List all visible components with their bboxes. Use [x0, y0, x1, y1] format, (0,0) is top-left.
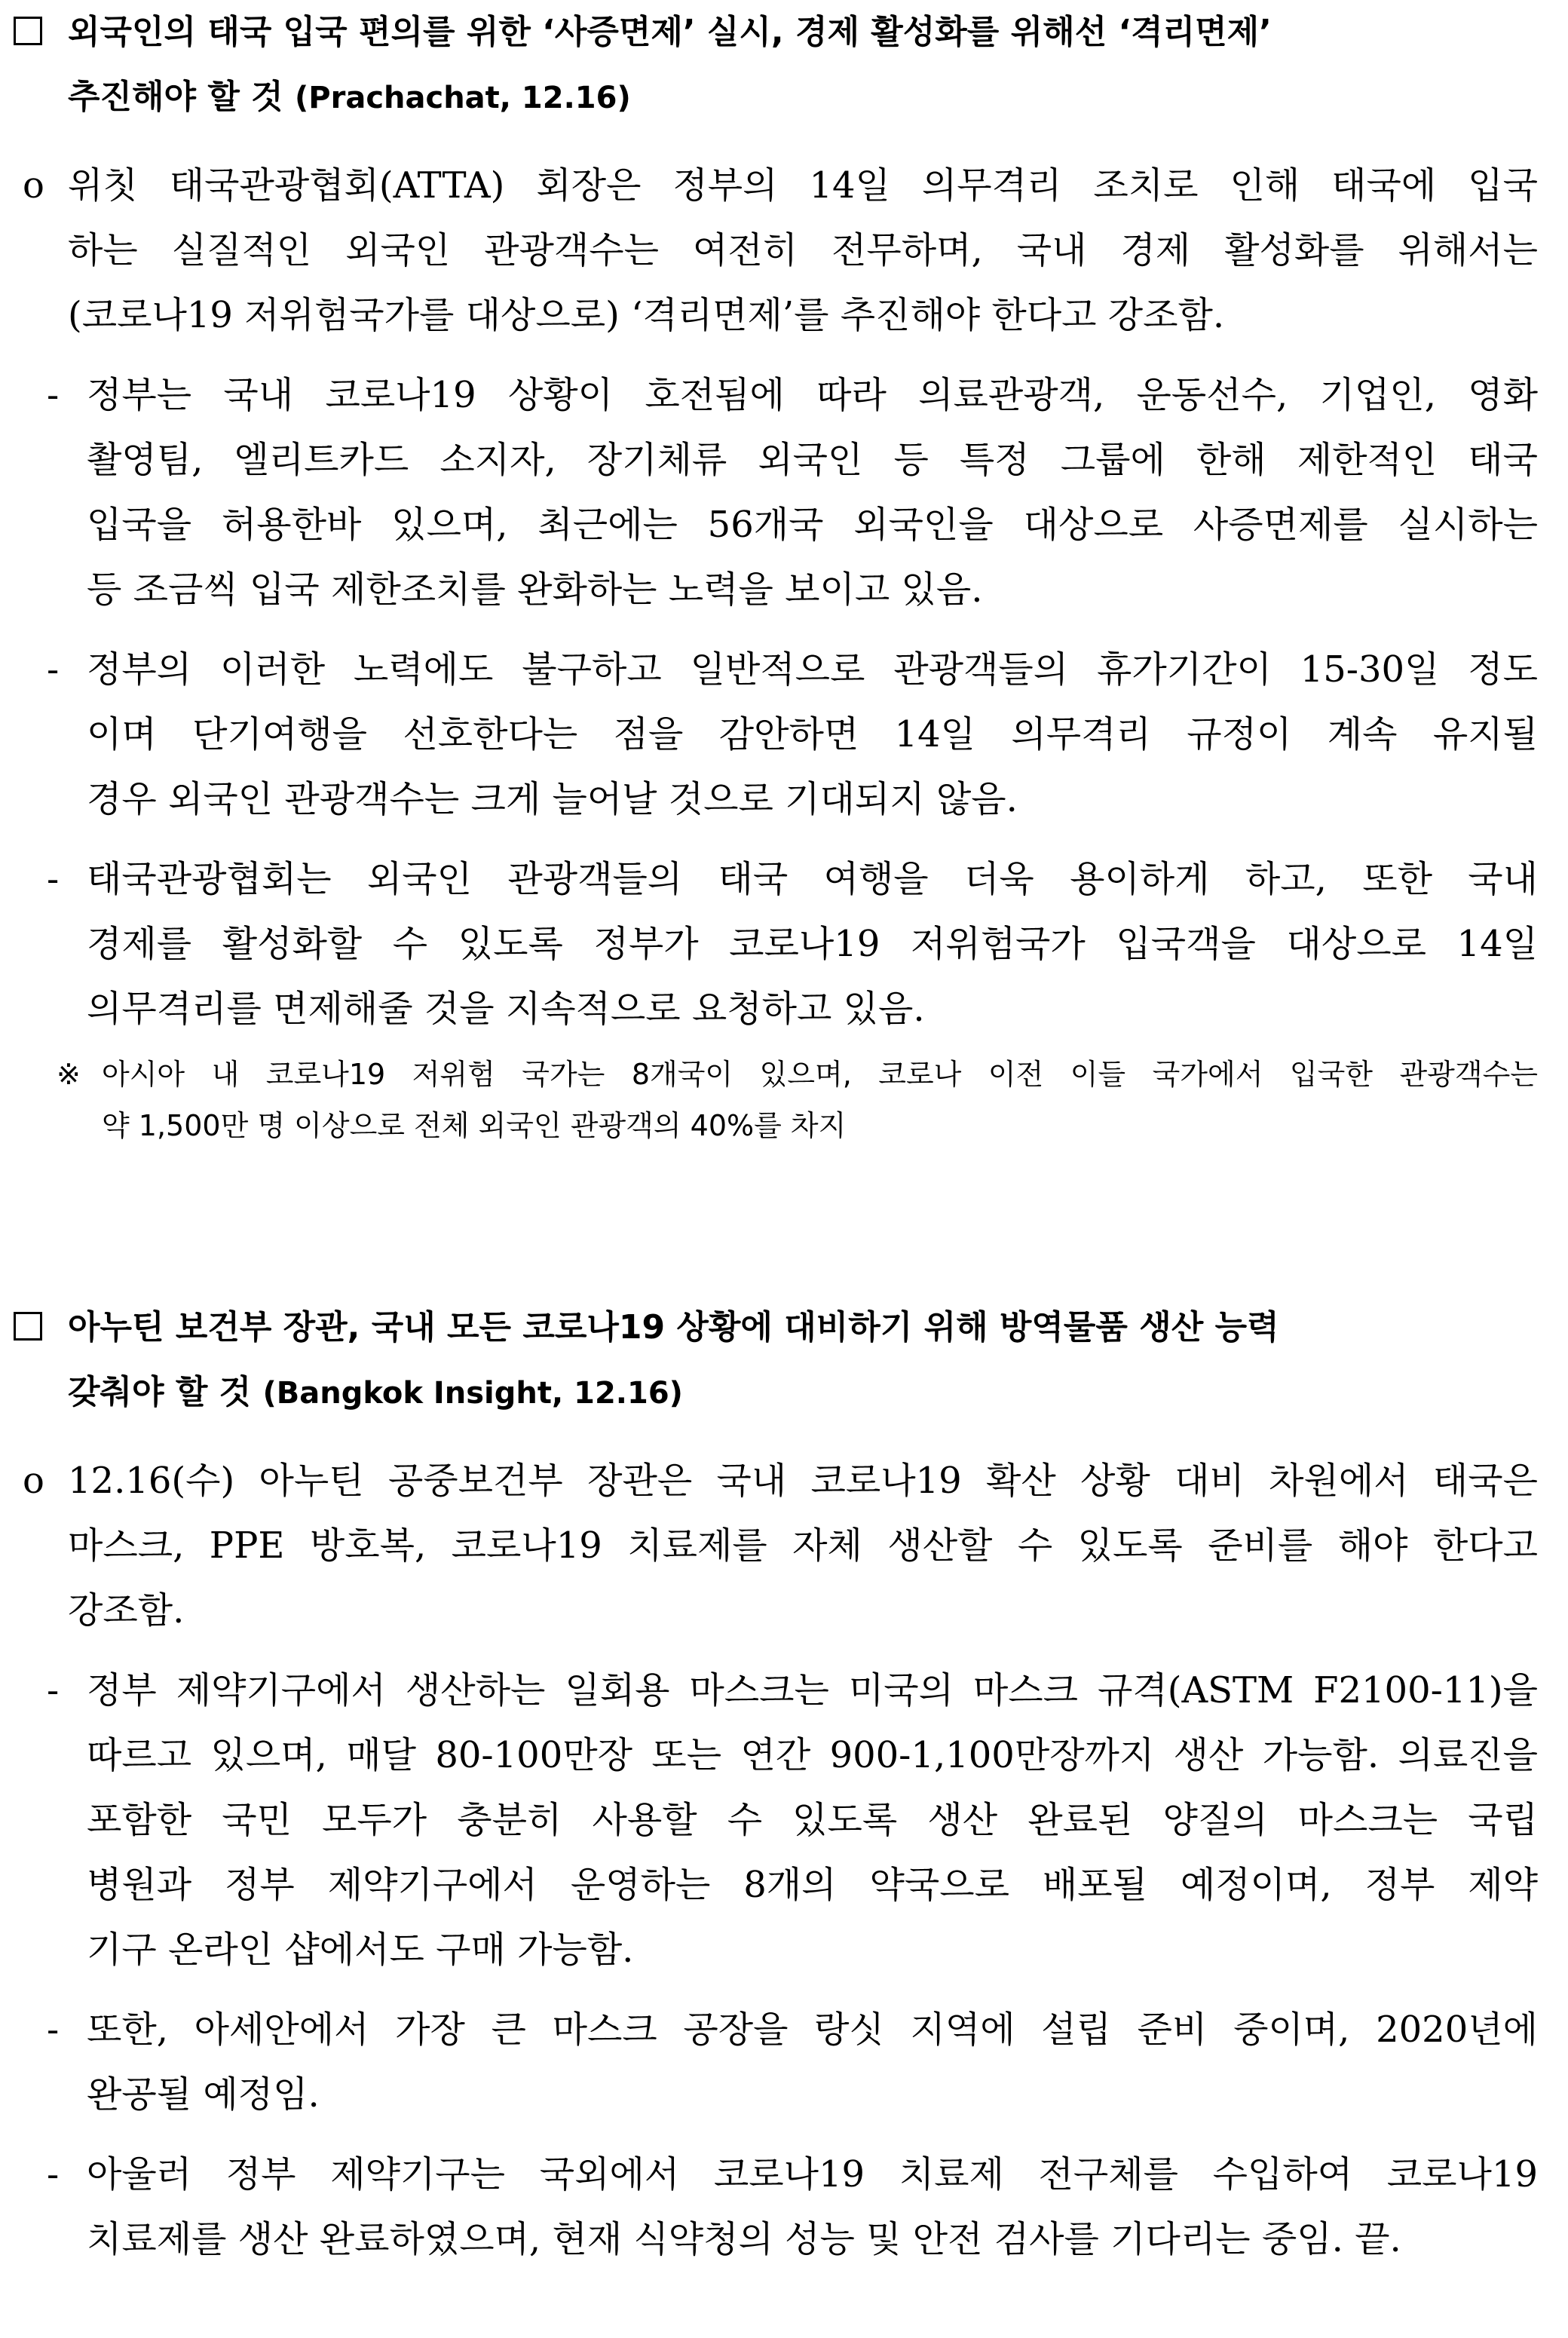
text-line: 병원과 정부 제약기구에서 운영하는 8개의 약국으로 배포될 예정이며, 정부 제약	[87, 1864, 1538, 1906]
article-headline	[0, 0, 1470, 130]
text-line: 아시아 내 코로나19 저위험 국가는 8개국이 있으며, 코로나 이전 이들 국가에서 입국한 관광객수는	[102, 1058, 1538, 1091]
bullet-marker: -	[47, 648, 60, 691]
bullet-marker: -	[47, 858, 60, 900]
text-line: 치료제를 생산 완료하였으며, 현재 식약청의 성능 및 안전 검사를 기다리는 중임. 끝.	[87, 2218, 1401, 2260]
footnote	[0, 1049, 1538, 1151]
checkbox-icon	[14, 1312, 42, 1341]
headline-line: 추진해야 할 것	[68, 78, 283, 116]
text-line: 약 1,500만 명 이상으로 전체 외국인 관광객의 40%를 차지	[102, 1109, 847, 1142]
text-line: 아울러 정부 제약기구는 국외에서 코로나19 치료제 전구체를 수입하여 코로나19	[87, 2153, 1538, 2196]
text-line: (코로나19 저위험국가를 대상으로) ‘격리면제’를 추진해야 한다고 강조함.	[68, 294, 1225, 336]
bullet-marker: -	[47, 2009, 60, 2051]
headline-line-with-source	[68, 1360, 1470, 1426]
lead-paragraph	[0, 1448, 1538, 1643]
headline-line: 갖춰야 할 것	[68, 1373, 252, 1411]
text-line: 정부 제약기구에서 생산하는 일회용 마스크는 미국의 마스크 규격(ASTM F2100-11)을	[87, 1669, 1538, 1711]
text-line: 12.16(수) 아누틴 공중보건부 장관은 국내 코로나19 확산 상황 대비 차원에서 태국은	[68, 1460, 1538, 1502]
article-2	[0, 1295, 1568, 2272]
headline-line-with-source	[68, 65, 1470, 130]
text-line: 경제를 활성화할 수 있도록 정부가 코로나19 저위험국가 입국객을 대상으로 14일	[87, 923, 1538, 965]
bullet-item	[0, 363, 1538, 622]
text-line: 정부의 이러한 노력에도 불구하고 일반적으로 관광객들의 휴가기간이 15-30일 정도	[87, 648, 1538, 691]
text-line: 마스크, PPE 방호복, 코로나19 치료제를 자체 생산할 수 있도록 준비를 해야 한다고	[68, 1524, 1538, 1567]
text-line: 의무격리를 면제해줄 것을 지속적으로 요청하고 있음.	[87, 988, 925, 1030]
bullet-item	[0, 847, 1538, 1041]
reference-mark-icon: ※	[57, 1058, 81, 1091]
text-line: 또한, 아세안에서 가장 큰 마스크 공장을 랑싯 지역에 설립 준비 중이며, 2020년에	[87, 2009, 1538, 2051]
text-line: 하는 실질적인 외국인 관광객수는 여전히 전무하며, 국내 경제 활성화를 위해서는	[68, 229, 1538, 271]
article-headline	[0, 1295, 1470, 1426]
text-line: 포함한 국민 모두가 충분히 사용할 수 있도록 생산 완료된 양질의 마스크는 국립	[87, 1799, 1538, 1841]
checkbox-icon	[14, 17, 42, 45]
text-line: 따르고 있으며, 매달 80-100만장 또는 연간 900-1,100만장까지 생산 가능함. 의료진을	[87, 1734, 1538, 1776]
text-line: 강조함.	[68, 1589, 185, 1632]
bullet-marker: -	[47, 1669, 60, 1711]
text-line: 위칫 태국관광협회(ATTA) 회장은 정부의 14일 의무격리 조치로 인해 태국에 입국	[68, 164, 1538, 207]
text-line: 정부는 국내 코로나19 상황이 호전됨에 따라 의료관광객, 운동선수, 기업인, 영화	[87, 374, 1538, 416]
text-line: 완공될 예정임.	[87, 2073, 320, 2116]
text-line: 입국을 허용한바 있으며, 최근에는 56개국 외국인을 대상으로 사증면제를 실시하는	[87, 504, 1538, 546]
bullet-item	[0, 1658, 1538, 1982]
headline-source: (Bangkok Insight, 12.16)	[262, 1376, 683, 1411]
lead-marker: o	[23, 164, 44, 207]
headline-line: 외국인의 태국 입국 편의를 위한 ‘사증면제’ 실시, 경제 활성화를 위해선 ‘격리면제’	[68, 13, 1272, 51]
bullet-item	[0, 2142, 1538, 2272]
bullet-item	[0, 637, 1538, 832]
text-line: 기구 온라인 샵에서도 구매 가능함.	[87, 1929, 634, 1971]
lead-paragraph	[0, 153, 1538, 348]
lead-marker: o	[23, 1460, 44, 1502]
text-line: 태국관광협회는 외국인 관광객들의 태국 여행을 더욱 용이하게 하고, 또한 국내	[87, 858, 1538, 900]
bullet-marker: -	[47, 374, 60, 416]
headline-source: (Prachachat, 12.16)	[295, 81, 631, 115]
text-line: 등 조금씩 입국 제한조치를 완화하는 노력을 보이고 있음.	[87, 568, 983, 611]
text-line: 이며 단기여행을 선호한다는 점을 감안하면 14일 의무격리 규정이 계속 유지될	[87, 713, 1538, 755]
bullet-marker: -	[47, 2153, 60, 2196]
text-line: 촬영팀, 엘리트카드 소지자, 장기체류 외국인 등 특정 그룹에 한해 제한적인 태국	[87, 439, 1538, 481]
text-line: 경우 외국인 관광객수는 크게 늘어날 것으로 기대되지 않음.	[87, 778, 1018, 820]
article-1	[0, 0, 1568, 1151]
bullet-item	[0, 1997, 1538, 2127]
headline-line: 아누틴 보건부 장관, 국내 모든 코로나19 상황에 대비하기 위해 방역물품 생산 능력	[68, 1308, 1279, 1347]
